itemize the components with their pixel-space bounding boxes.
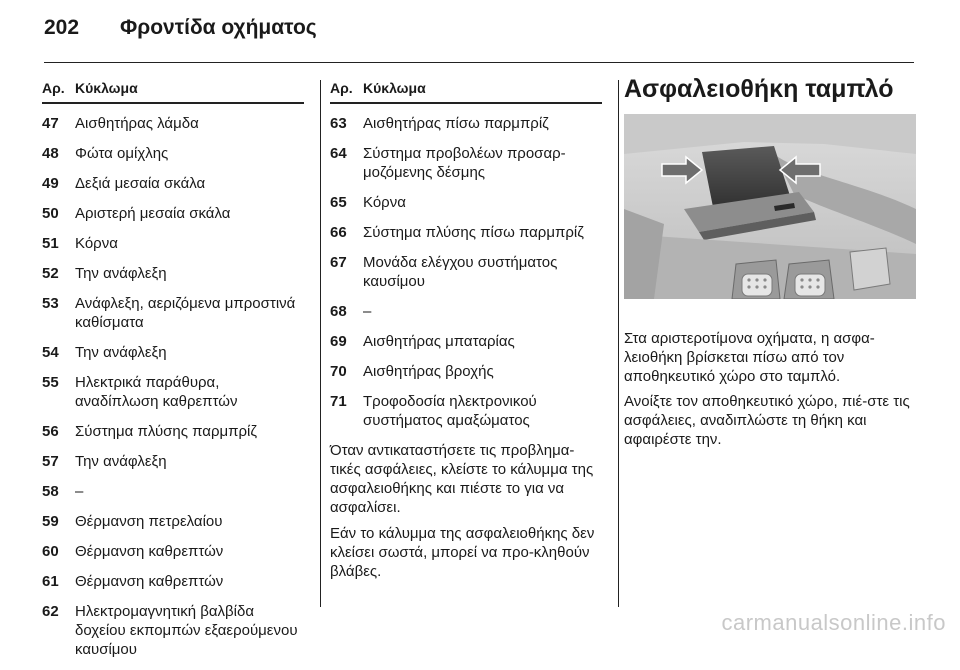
table-row bbox=[330, 253, 602, 291]
circuit-name: Κόρνα bbox=[75, 235, 118, 252]
fuse-number: 56 bbox=[42, 423, 59, 440]
circuit-name: – bbox=[75, 483, 84, 500]
fuse-number: 63 bbox=[330, 115, 347, 132]
fuse-number: 68 bbox=[330, 303, 347, 320]
circuit-name: Ανάφλεξη, αεριζόμενα μπροστινά καθίσματα bbox=[75, 295, 296, 331]
circuit-name: Την ανάφλεξη bbox=[75, 344, 167, 361]
circuit-name: Φώτα ομίχλης bbox=[75, 145, 169, 162]
table-row bbox=[42, 602, 304, 659]
table-row bbox=[330, 332, 602, 351]
circuit-name: Αισθητήρας βροχής bbox=[363, 363, 494, 380]
table-row bbox=[42, 264, 304, 283]
fuse-number: 57 bbox=[42, 453, 59, 470]
fuse-table-left bbox=[42, 80, 304, 670]
table-row bbox=[42, 373, 304, 411]
fuse-number: 58 bbox=[42, 483, 59, 500]
fuse-number: 71 bbox=[330, 393, 347, 410]
fuse-number: 48 bbox=[42, 145, 59, 162]
fuse-number: 67 bbox=[330, 254, 347, 271]
circuit-name: Την ανάφλεξη bbox=[75, 265, 167, 282]
table-header bbox=[42, 80, 304, 104]
fuse-number: 64 bbox=[330, 145, 347, 162]
page-number: 202 bbox=[44, 16, 80, 39]
table-row bbox=[42, 204, 304, 223]
table-row bbox=[42, 343, 304, 362]
table-row bbox=[42, 234, 304, 253]
table-row bbox=[42, 542, 304, 561]
section-title: Ασφαλειοθήκη ταμπλό bbox=[624, 75, 894, 103]
fuse-table-middle bbox=[330, 80, 602, 588]
page-header bbox=[44, 16, 317, 46]
table-row bbox=[42, 114, 304, 133]
fuse-number: 60 bbox=[42, 543, 59, 560]
table-row bbox=[330, 302, 602, 321]
circuit-name: Δεξιά μεσαία σκάλα bbox=[75, 175, 206, 192]
circuit-name: Αριστερή μεσαία σκάλα bbox=[75, 205, 231, 222]
table-row bbox=[42, 482, 304, 501]
table-row bbox=[330, 223, 602, 242]
table-row bbox=[330, 392, 602, 430]
fuse-number: 51 bbox=[42, 235, 59, 252]
paragraph: Εάν το κάλυμμα της ασφαλειοθήκης δεν κλείσει σωστά, μπορεί να προ-κληθούν βλάβες. bbox=[330, 525, 595, 580]
fuse-number: 54 bbox=[42, 344, 59, 361]
table-row bbox=[42, 294, 304, 332]
fuse-number: 50 bbox=[42, 205, 59, 222]
fuse-number: 66 bbox=[330, 224, 347, 241]
circuit-name: Τροφοδοσία ηλεκτρονικού συστήματος αμαξώματος bbox=[363, 393, 537, 429]
col-circuit-header: Κύκλωμα bbox=[75, 80, 138, 96]
fuse-number: 53 bbox=[42, 295, 59, 312]
paragraph: Ανοίξτε τον αποθηκευτικό χώρο, πιέ-στε τις ασφάλειες, αναδιπλώστε τη θήκη και αφαιρέστε την. bbox=[624, 393, 910, 448]
fuse-number: 70 bbox=[330, 363, 347, 380]
fuse-number: 61 bbox=[42, 573, 59, 590]
circuit-name: Θέρμανση πετρελαίου bbox=[75, 513, 223, 530]
table-row bbox=[42, 422, 304, 441]
fuse-number: 59 bbox=[42, 513, 59, 530]
fuse-number: 52 bbox=[42, 265, 59, 282]
table-row bbox=[330, 114, 602, 133]
column-divider bbox=[618, 80, 619, 607]
column-divider bbox=[320, 80, 321, 607]
circuit-name: Σύστημα πλύσης πίσω παρμπρίζ bbox=[363, 224, 584, 241]
right-column bbox=[624, 74, 916, 455]
table-row bbox=[42, 174, 304, 193]
fuse-box-photo bbox=[624, 114, 916, 299]
circuit-name: Μονάδα ελέγχου συστήματος καυσίμου bbox=[363, 254, 558, 290]
table-header bbox=[330, 80, 602, 104]
circuit-name: Κόρνα bbox=[363, 194, 406, 211]
circuit-name: Την ανάφλεξη bbox=[75, 453, 167, 470]
table-row bbox=[330, 144, 602, 182]
table-row bbox=[330, 362, 602, 381]
fuse-number: 69 bbox=[330, 333, 347, 350]
fuse-number: 47 bbox=[42, 115, 59, 132]
col-number-header: Αρ. bbox=[42, 80, 65, 96]
fuse-number: 65 bbox=[330, 194, 347, 211]
table-row bbox=[42, 144, 304, 163]
header-divider bbox=[44, 62, 914, 63]
col-number-header: Αρ. bbox=[330, 80, 353, 96]
circuit-name: Θέρμανση καθρεπτών bbox=[75, 543, 224, 560]
paragraph: Στα αριστεροτίμονα οχήματα, η ασφα-λειοθήκη βρίσκεται πίσω από τον αποθηκευτικό χώρο στο ταμπλό. bbox=[624, 330, 875, 385]
table-row bbox=[42, 512, 304, 531]
circuit-name: Ηλεκτρικά παράθυρα, αναδίπλωση καθρεπτών bbox=[75, 374, 238, 410]
circuit-name: Σύστημα πλύσης παρμπρίζ bbox=[75, 423, 257, 440]
fuse-number: 62 bbox=[42, 603, 59, 620]
col-circuit-header: Κύκλωμα bbox=[363, 80, 426, 96]
circuit-name: – bbox=[363, 303, 372, 320]
table-body bbox=[330, 114, 602, 430]
fuse-number: 55 bbox=[42, 374, 59, 391]
circuit-name: Αισθητήρας πίσω παρμπρίζ bbox=[363, 115, 549, 132]
watermark: carmanualsonline.info bbox=[721, 610, 946, 635]
circuit-name: Ηλεκτρομαγνητική βαλβίδα δοχείου εκπομπών εξαερούμενου καυσίμου bbox=[75, 603, 298, 658]
circuit-name: Αισθητήρας λάμδα bbox=[75, 115, 199, 132]
circuit-name: Θέρμανση καθρεπτών bbox=[75, 573, 224, 590]
table-body bbox=[42, 114, 304, 659]
fuse-number: 49 bbox=[42, 175, 59, 192]
table-row bbox=[42, 452, 304, 471]
circuit-name: Σύστημα προβολέων προσαρ-μοζόμενης δέσμης bbox=[363, 145, 566, 181]
circuit-name: Αισθητήρας μπαταρίας bbox=[363, 333, 515, 350]
table-row bbox=[330, 193, 602, 212]
table-row bbox=[42, 572, 304, 591]
paragraph: Όταν αντικαταστήσετε τις προβλημα-τικές ασφάλειες, κλείστε το κάλυμμα της ασφαλειοθήκης και πιέστε το για να ασφαλίσει. bbox=[330, 442, 594, 516]
page-title: Φροντίδα οχήματος bbox=[120, 16, 317, 39]
